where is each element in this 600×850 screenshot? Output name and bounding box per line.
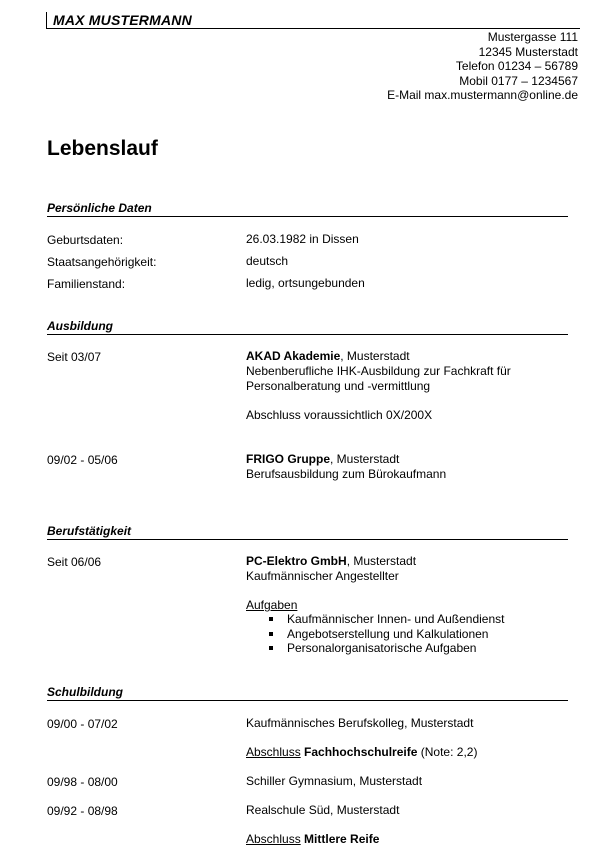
value-marital: ledig, ortsungebunden: [246, 276, 365, 290]
label-birth: Geburtsdaten:: [47, 233, 124, 247]
page-title: Lebenslauf: [47, 137, 158, 160]
section-heading-school: Schulbildung: [47, 685, 568, 701]
work-date-1: Seit 06/06: [47, 555, 102, 569]
address-email: E-Mail max.mustermann@online.de: [387, 88, 578, 103]
education-desc-2: Berufsausbildung zum Bürokaufmann: [246, 467, 447, 481]
school-abschluss-label-1: Abschluss: [246, 745, 301, 759]
work-place-1: , Musterstadt: [346, 554, 417, 568]
education-note-1: Abschluss voraussichtlich 0X/200X: [246, 408, 433, 422]
school-abschluss-1: [246, 745, 477, 760]
school-abschluss-3: [246, 832, 379, 847]
work-task-item: Personalorganisatorische Aufgaben: [246, 641, 504, 656]
school-name-2: Schiller Gymnasium, Musterstadt: [246, 774, 423, 788]
school-abschluss-label-3: Abschluss: [246, 832, 301, 846]
address-block: [387, 30, 578, 103]
work-org-1: PC-Elektro GmbH: [246, 554, 347, 568]
work-tasks-list: [246, 612, 504, 656]
work-position-1: Kaufmännischer Angestellter: [246, 569, 399, 583]
address-phone: Telefon 01234 – 56789: [455, 59, 578, 74]
work-task-item: Angebotserstellung und Kalkulationen: [246, 627, 504, 642]
school-name-3: Realschule Süd, Musterstadt: [246, 803, 400, 817]
school-abschluss-value-1: Fachhochschulreife: [304, 745, 418, 759]
address-mobile: Mobil 0177 – 1234567: [459, 73, 578, 88]
education-desc-1b: Personalberatung und -vermittlung: [246, 379, 431, 393]
label-nationality: Staatsangehörigkeit:: [47, 255, 157, 269]
address-street: Mustergasse 111: [487, 30, 578, 44]
label-marital: Familienstand:: [47, 277, 126, 291]
school-date-1: 09/00 - 07/02: [47, 717, 118, 731]
applicant-name: MAX MUSTERMANN: [46, 12, 580, 29]
address-city: 12345 Musterstadt: [478, 44, 578, 59]
school-abschluss-value-3: Mittlere Reife: [304, 832, 380, 846]
section-heading-work: Berufstätigkeit: [47, 524, 568, 540]
education-org-1: AKAD Akademie: [246, 349, 341, 363]
work-entry-1: [246, 554, 416, 584]
education-place-2: , Musterstadt: [330, 452, 400, 466]
school-date-3: 09/92 - 08/98: [47, 804, 118, 818]
education-date-2: 09/02 - 05/06: [47, 453, 118, 467]
education-entry-2: [246, 452, 446, 482]
education-date-1: Seit 03/07: [47, 350, 102, 364]
school-name-1: Kaufmännisches Berufskolleg, Musterstadt: [246, 716, 474, 730]
school-date-2: 09/98 - 08/00: [47, 775, 118, 789]
work-task-item: Kaufmännischer Innen- und Außendienst: [246, 612, 504, 627]
education-place-1: , Musterstadt: [340, 349, 410, 363]
section-heading-personal: Persönliche Daten: [47, 201, 568, 217]
education-entry-1: [246, 349, 511, 394]
section-heading-education: Ausbildung: [47, 319, 568, 335]
school-abschluss-note-1: (Note: 2,2): [417, 745, 478, 759]
value-nationality: deutsch: [246, 254, 289, 268]
work-tasks-label: Aufgaben: [246, 598, 298, 612]
education-desc-1a: Nebenberufliche IHK-Ausbildung zur Fachkraft für: [246, 364, 511, 378]
education-org-2: FRIGO Gruppe: [246, 452, 330, 466]
value-birth: 26.03.1982 in Dissen: [246, 232, 359, 246]
